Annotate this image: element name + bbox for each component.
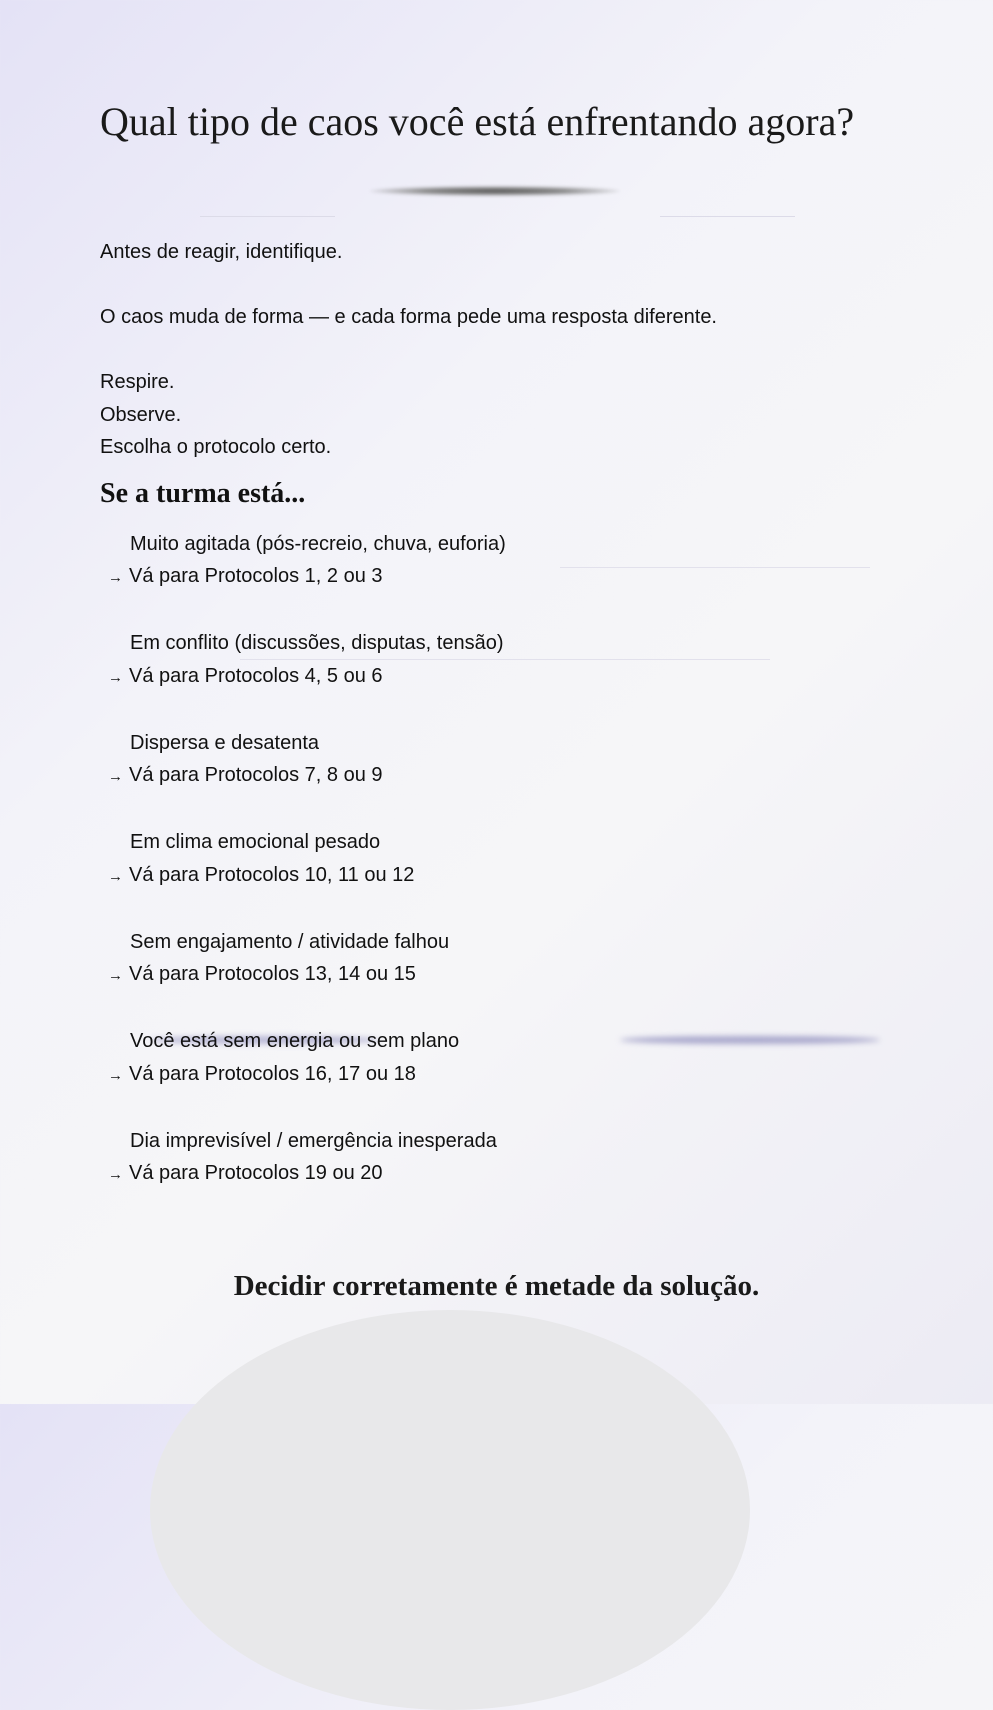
arrow-right-icon: → <box>108 668 123 686</box>
arrow-right-icon: → <box>108 967 123 984</box>
decorative-arc <box>150 1310 750 1710</box>
page-title: Qual tipo de caos você está enfrentando agora? <box>100 99 855 144</box>
section-subtitle: Se a turma está... <box>100 477 306 509</box>
divider-right <box>660 216 795 217</box>
intro-line: Antes de reagir, identifique. <box>100 241 343 263</box>
list-item <box>100 926 900 1026</box>
list-item <box>100 826 900 926</box>
step-line: Escolha o protocolo certo. <box>100 436 332 458</box>
title-divider <box>370 186 620 196</box>
step-line: Observe. <box>100 403 182 426</box>
action-text: Vá para Protocolos 10, 11 ou 12 <box>129 863 415 886</box>
situation-action <box>100 958 900 993</box>
situation-label: Sem engajamento / atividade falhou <box>130 930 450 953</box>
situation-list <box>100 528 900 1192</box>
action-text: Vá para Protocolos 1, 2 ou 3 <box>129 565 383 587</box>
divider-left <box>200 216 335 217</box>
arrow-right-icon: → <box>108 867 123 885</box>
list-item <box>100 528 900 628</box>
situation-label: Muito agitada (pós-recreio, chuva, euforia) <box>130 532 506 555</box>
situation-label: Dia imprevisível / emergência inesperada <box>130 1129 497 1152</box>
list-item <box>100 1025 900 1125</box>
closing-statement: Decidir corretamente é metade da solução. <box>233 1270 760 1302</box>
situation-action <box>100 859 900 894</box>
situation-action <box>100 660 900 695</box>
arrow-right-icon: → <box>108 1066 123 1084</box>
situation-action <box>100 1058 900 1093</box>
situation-label: Em conflito (discussões, disputas, tensão) <box>130 632 504 654</box>
list-item <box>100 727 900 827</box>
situation-label: Você está sem energia ou sem plano <box>130 1030 460 1052</box>
situation-label: Dispersa e desatenta <box>130 731 320 754</box>
action-text: Vá para Protocolos 16, 17 ou 18 <box>129 1062 416 1085</box>
arrow-right-icon: → <box>108 1166 123 1183</box>
document-body <box>100 236 900 1192</box>
intro-line: O caos muda de forma — e cada forma pede uma resposta diferente. <box>100 306 717 328</box>
action-text: Vá para Protocolos 13, 14 ou 15 <box>129 963 416 985</box>
list-item <box>100 627 900 727</box>
arrow-right-icon: → <box>108 768 123 785</box>
situation-action <box>100 1157 900 1192</box>
situation-action <box>100 560 900 595</box>
action-text: Vá para Protocolos 4, 5 ou 6 <box>129 664 383 687</box>
situation-action <box>100 759 900 794</box>
arrow-right-icon: → <box>108 569 123 586</box>
list-item <box>100 1125 900 1192</box>
action-text: Vá para Protocolos 7, 8 ou 9 <box>129 764 383 786</box>
situation-label: Em clima emocional pesado <box>130 831 381 853</box>
action-text: Vá para Protocolos 19 ou 20 <box>129 1162 383 1184</box>
step-line: Respire. <box>100 371 175 393</box>
